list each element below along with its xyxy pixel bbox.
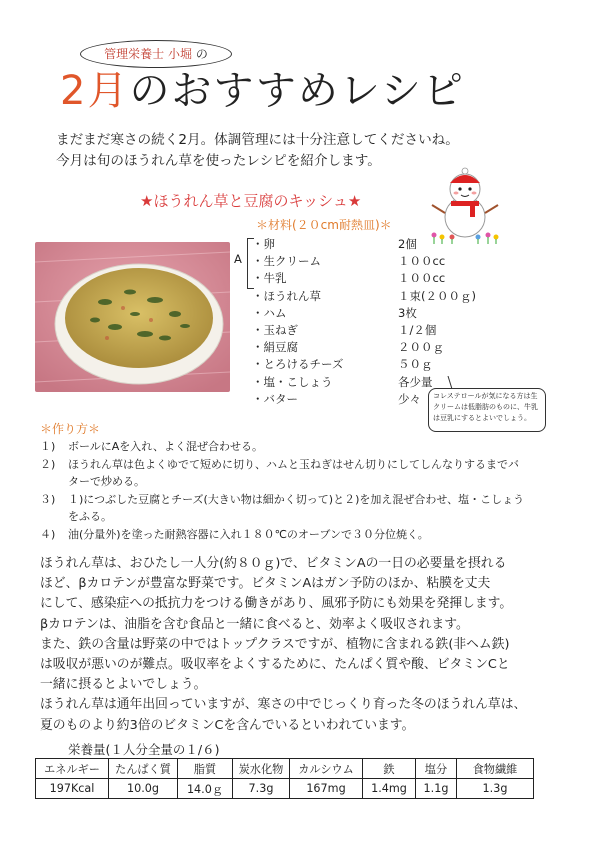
step-text: ボールにAを入れ、よく混ぜ合わせる。 xyxy=(68,440,263,453)
steps-list xyxy=(40,438,560,543)
ingredient-name: ・ほうれん草 xyxy=(252,288,321,303)
step-text: ほうれん草は色よくゆでて短めに切り、ハムと玉ねぎはせん切りにしてしんなりするまでバターで炒める。 xyxy=(68,457,519,488)
intro-line: 今月は旬のほうれん草を使ったレシピを紹介します。 xyxy=(56,153,381,169)
body-line: ほうれん草は、おひたし一人分(約８０ｇ)で、ビタミンAの一日の必要量を摂れる xyxy=(40,556,507,571)
ingredients-header: ＊材料(２０cm耐熱皿)＊ xyxy=(256,218,392,232)
ingredient-name: ・卵 xyxy=(252,237,275,251)
ingredient-name: ・絹豆腐 xyxy=(252,340,298,355)
ingredient-row xyxy=(252,270,452,287)
author-no: の xyxy=(195,47,208,61)
ingredient-row xyxy=(252,322,452,339)
snowman-illustration xyxy=(420,165,510,245)
ingredient-name: ・生クリーム xyxy=(252,254,321,269)
step-number: ４) xyxy=(40,527,56,541)
ingredient-qty: 3枚 xyxy=(398,305,417,320)
ingredient-qty: ２００ｇ xyxy=(398,340,444,355)
nutrition-header: 塩分 xyxy=(416,759,457,779)
nutrition-header: 鉄 xyxy=(363,759,416,779)
ingredient-name: ・バター xyxy=(252,391,298,406)
body-line: 夏のものより約3倍のビタミンCを含んでいるといわれています。 xyxy=(40,717,415,733)
nutrition-value: 1.3g xyxy=(457,779,534,799)
ingredient-qty: 2個 xyxy=(398,237,417,251)
ingredient-qty: ５０ｇ xyxy=(398,357,433,372)
body-line: 一緒に摂るとよいでしょう。 xyxy=(40,677,207,693)
nutrition-title: 栄養量(１人分全量の１/６) xyxy=(68,742,220,757)
ingredient-name: ・とろけるチーズ xyxy=(252,357,344,372)
body-line: は吸収が悪いのが難点。吸収率をよくするために、たんぱく質や酸、ビタミンCと xyxy=(40,657,510,673)
step-item xyxy=(40,526,560,544)
ingredient-row xyxy=(252,356,452,373)
nutrition-header: カルシウム xyxy=(290,759,363,779)
ingredient-qty: １束(２００ｇ) xyxy=(398,288,476,303)
ingredient-row xyxy=(252,339,452,356)
recipe-title: ★ほうれん草と豆腐のキッシュ★ xyxy=(140,192,362,210)
nutrition-value-row xyxy=(36,779,534,799)
ingredient-qty: 各少量 xyxy=(398,374,433,389)
body-line: にして、感染症への抵抗力をつける働きがあり、風邪予防にも効果を発揮します。 xyxy=(40,596,513,612)
nutrition-header: エネルギー xyxy=(36,759,109,779)
ingredient-row xyxy=(252,236,452,253)
step-item xyxy=(40,491,528,526)
ingredient-row xyxy=(252,374,452,391)
body-line: ほど、βカロテンが豊富な野菜です。ビタミンAはガン予防のほか、粘膜を丈夫 xyxy=(40,576,491,592)
step-text: １)につぶした豆腐とチーズ(大きい物は細かく切って)と２)を加え混ぜ合わせ、塩・こしょうをふる。 xyxy=(68,492,525,523)
step-item xyxy=(40,456,528,491)
ingredients-list xyxy=(252,236,476,408)
intro-line: まだまだ寒さの続く2月。体調管理には十分注意してくださいね。 xyxy=(56,132,459,148)
step-number: ２) xyxy=(40,457,56,471)
nutrition-header-row xyxy=(36,759,534,779)
nutrition-table xyxy=(35,758,534,799)
author-label xyxy=(80,40,232,68)
spinach-info xyxy=(40,554,580,736)
ingredient-name: ・牛乳 xyxy=(252,271,287,286)
quiche-photo xyxy=(35,242,230,392)
ingredient-qty: １００cc xyxy=(398,271,446,286)
step-number: １) xyxy=(40,440,56,453)
step-item xyxy=(40,438,560,456)
nutrition-value: 14.0ｇ xyxy=(178,779,233,799)
step-text: 油(分量外)を塗った耐熱容器に入れ１８０℃のオーブンで３０分位焼く。 xyxy=(68,527,429,541)
nutrition-value: 197Kcal xyxy=(36,779,109,799)
nutrition-value: 1.4mg xyxy=(363,779,416,799)
intro xyxy=(56,130,459,172)
note-bubble: コレステロールが気になる方は生クリームは低脂肪のものに、牛乳は豆乳にするとよいでしょう。 xyxy=(428,388,546,432)
ingredient-row xyxy=(252,288,476,305)
nutrition-value: 167mg xyxy=(290,779,363,799)
ingredient-name: ・玉ねぎ xyxy=(252,322,298,337)
group-label: A xyxy=(234,252,242,266)
ingredient-row xyxy=(252,305,452,322)
page-title xyxy=(60,66,465,116)
nutrition-header: 炭水化物 xyxy=(233,759,290,779)
ingredient-qty: １００cc xyxy=(398,254,446,269)
title-month: 2月 xyxy=(60,68,130,114)
nutrition-value: 10.0g xyxy=(109,779,178,799)
body-line: ほうれん草は通年出回っていますが、寒さの中でじっくり育った冬のほうれん草は、 xyxy=(40,697,527,713)
ingredient-qty: １/２個 xyxy=(398,322,437,337)
ingredient-name: ・塩・こしょう xyxy=(252,374,333,389)
nutrition-header: 脂質 xyxy=(178,759,233,779)
nutrition-header: たんぱく質 xyxy=(109,759,178,779)
author-title: 管理栄養士 小堀 xyxy=(104,47,192,61)
steps-header: ＊作り方＊ xyxy=(40,422,101,436)
nutrition-header: 食物繊維 xyxy=(457,759,534,779)
step-number: ３) xyxy=(40,492,56,506)
body-line: また、鉄の含量は野菜の中ではトップクラスですが、植物に含まれる鉄(非ヘム鉄) xyxy=(40,636,510,652)
ingredient-name: ・ハム xyxy=(252,305,287,320)
title-rest: のおすすめレシピ xyxy=(129,68,465,114)
nutrition-value: 1.1g xyxy=(416,779,457,799)
body-line: βカロテンは、油脂を含む食品と一緒に食べると、効率よく吸収されます。 xyxy=(40,616,469,632)
ingredient-row xyxy=(252,391,452,408)
nutrition-value: 7.3g xyxy=(233,779,290,799)
ingredient-row xyxy=(252,253,452,270)
ingredient-qty: 少々 xyxy=(398,391,421,406)
